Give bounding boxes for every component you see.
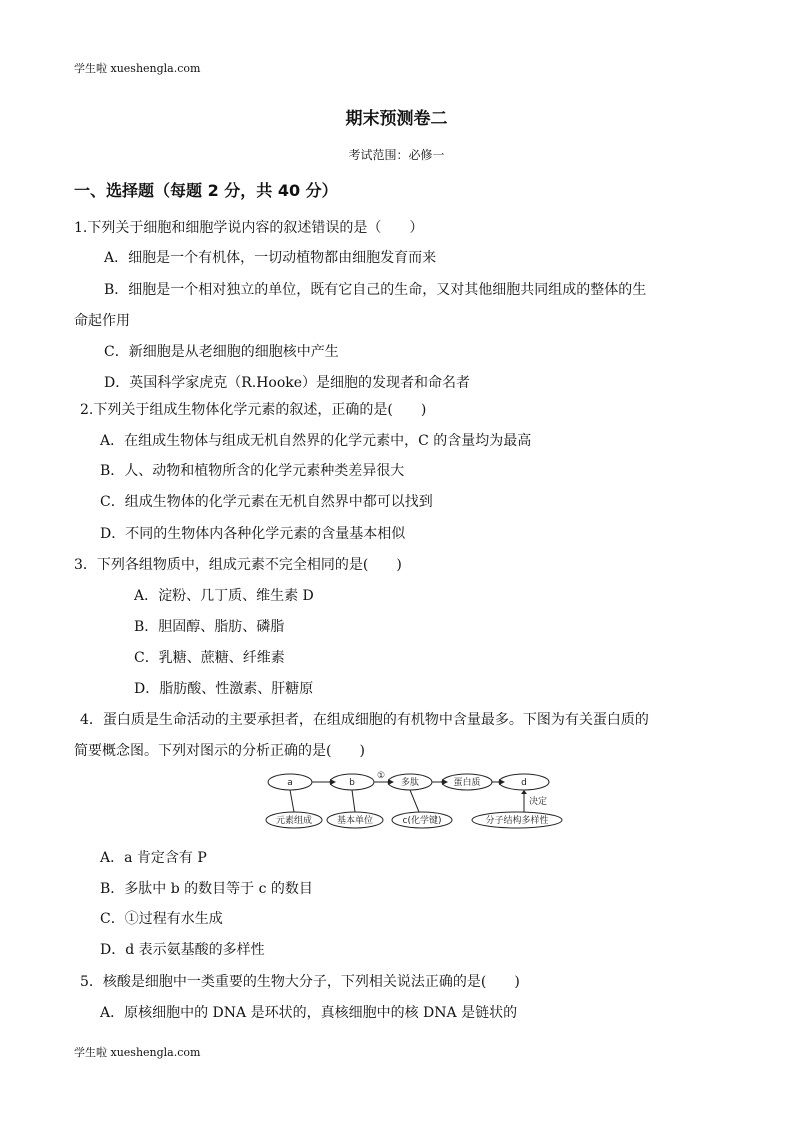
- label-element-composition: 元素组成: [275, 816, 313, 826]
- link-b-unit: [352, 790, 355, 812]
- page-header: 学生啦 xueshengla.com: [74, 62, 201, 75]
- question-2-option-d: D．不同的生物体内各种化学元素的含量基本相似: [100, 526, 406, 542]
- question-2-stem: 2.下列关于组成生物体化学元素的叙述，正确的是( ): [80, 402, 427, 418]
- question-2-option-b: B．人、动物和植物所含的化学元素种类差异很大: [100, 463, 405, 479]
- arrowhead-decides: [521, 790, 527, 794]
- question-2-option-a: A．在组成生物体与组成无机自然界的化学元素中，C 的含量均为最高: [100, 433, 532, 449]
- question-3-option-a: A．淀粉、几丁质、维生素 D: [134, 588, 314, 604]
- section-heading: 一、选择题（每题 2 分，共 40 分）: [74, 181, 338, 200]
- question-4-option-d: D．d 表示氨基酸的多样性: [100, 942, 265, 958]
- label-structure-diversity: 分子结构多样性: [485, 816, 549, 826]
- question-1-option-d: D．英国科学家虎克（R.Hooke）是细胞的发现者和命名者: [104, 375, 471, 391]
- arrowhead-a-b: [330, 779, 336, 785]
- node-a: a: [287, 778, 293, 788]
- question-4-stem: 4．蛋白质是生命活动的主要承担者，在组成细胞的有机物中含量最多。下图为有关蛋白质的: [80, 712, 649, 728]
- protein-concept-diagram: [262, 770, 572, 834]
- node-protein: 蛋白质: [453, 778, 481, 788]
- question-3-option-c: C．乳糖、蔗糖、纤维素: [134, 650, 285, 666]
- question-3-stem: 3．下列各组物质中，组成元素不完全相同的是( ): [74, 557, 402, 573]
- question-2-option-c: C．组成生物体的化学元素在无机自然界中都可以找到: [100, 494, 433, 510]
- page-title: 期末预测卷二: [345, 109, 448, 129]
- label-step-one: ①: [376, 771, 386, 781]
- arrowhead-polypeptide-protein: [442, 779, 448, 785]
- label-decides: 决定: [528, 797, 548, 807]
- question-3-option-b: B．胆固醇、脂肪、磷脂: [134, 619, 285, 635]
- question-3-option-d: D．脂肪酸、性激素、肝糖原: [134, 681, 314, 697]
- question-1-option-c: C．新细胞是从老细胞的细胞核中产生: [104, 344, 339, 360]
- question-5-stem: 5．核酸是细胞中一类重要的生物大分子，下列相关说法正确的是( ): [80, 974, 520, 990]
- question-4-stem-cont: 简要概念图。下列对图示的分析正确的是( ): [74, 743, 365, 759]
- question-4-option-b: B．多肽中 b 的数目等于 c 的数目: [100, 881, 313, 897]
- arrowhead-protein-d: [499, 779, 505, 785]
- question-4-option-c: C．①过程有水生成: [100, 911, 223, 927]
- label-basic-unit: 基本单位: [336, 816, 374, 826]
- node-d: d: [521, 778, 527, 788]
- question-1-option-b-cont: 命起作用: [74, 313, 130, 329]
- exam-scope: 考试范围：必修一: [348, 148, 445, 162]
- node-polypeptide: 多肽: [400, 778, 420, 788]
- node-b: b: [349, 778, 355, 788]
- question-1-option-b: B．细胞是一个相对独立的单位，既有它自己的生命，又对其他细胞共同组成的整体的生: [104, 282, 647, 298]
- link-a-element: [290, 790, 294, 812]
- question-1-option-a: A．细胞是一个有机体，一切动植物都由细胞发育而来: [104, 250, 437, 266]
- question-4-option-a: A．a 肯定含有 P: [100, 850, 207, 866]
- arrowhead-b-polypeptide: [388, 779, 394, 785]
- page-footer: 学生啦 xueshengla.com: [74, 1046, 201, 1059]
- label-chemical-bond: c(化学键): [402, 816, 442, 826]
- link-polypeptide-bond: [410, 790, 419, 812]
- question-5-option-a: A．原核细胞中的 DNA 是环状的，真核细胞中的核 DNA 是链状的: [100, 1005, 518, 1021]
- question-1-stem: 1.下列关于细胞和细胞学说内容的叙述错误的是（ ）: [74, 220, 424, 236]
